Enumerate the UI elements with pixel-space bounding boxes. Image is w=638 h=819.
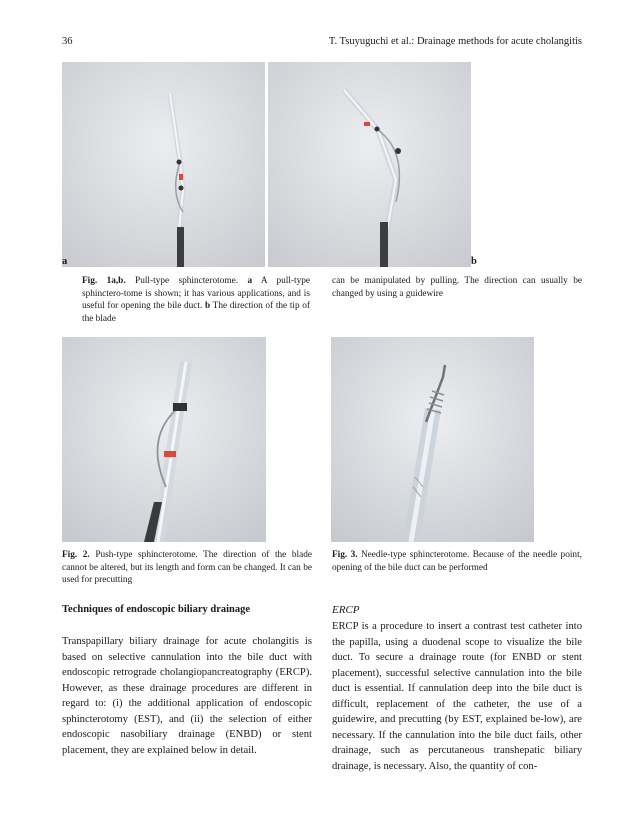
figure-1-label-a: a: [62, 256, 68, 267]
figure-1-number: Fig. 1a,b.: [82, 276, 126, 286]
figure-3-number: Fig. 3.: [332, 550, 358, 560]
left-column-paragraph: Transpapillary biliary drainage for acute cholangitis is based on selective cannulation into the bile duct with endoscopic retrograde cholangiopancreatography (ERCP). However, as these drainage procedures are different in regard to: (i) the additional application of endoscopic sphincterotomy (EST), and (ii) the selection of either endoscopic nasobiliary drainage (ENBD) or stent placement, they are explained below in detail.: [62, 636, 312, 756]
figure-2-photo: [62, 337, 266, 542]
figure-1-caption-a-text: A pull-type sphinctero-tome is shown; it has various applications, and is useful for opening the bile duct.: [82, 276, 311, 312]
page-number: 36: [62, 36, 73, 47]
figure-2-number: Fig. 2.: [62, 550, 90, 560]
figure-1-caption-right: can be manipulated by pulling. The direction can usually be changed by using a guidewire: [332, 276, 582, 299]
figure-1b-photo: [268, 62, 471, 267]
section-title: Techniques of endoscopic biliary drainage: [62, 604, 251, 615]
running-head: T. Tsuyuguchi et al.: Drainage methods for acute cholangitis: [328, 36, 582, 47]
subsection-title: ERCP: [332, 604, 360, 616]
figure-3-caption-text: Needle-type sphincterotome. Because of the needle point, opening of the bile duct can be performed: [332, 550, 582, 573]
right-column-paragraph: ERCP is a procedure to insert a contrast test catheter into the papilla, using a duodenal scope to visualize the bile duct. To secure a drainage route (for ENBD or stent placement), successful selective cannulation into the bile duct is essential. If cannulation deep into the bile duct is difficult, replacement of the catheter, the use of a guidewire, and precutting (by EST, explained be-low), are necessary. If the cannulation into the bile duct fails, other drainage, such as percutaneous transhepatic biliary drainage, is necessary. Also, the quantity of con-: [332, 621, 582, 772]
figure-1-caption-b-text: The direction of the tip of the blade: [82, 301, 311, 324]
figure-1a-photo: [62, 62, 265, 267]
figure-1-caption-a-label: a: [247, 276, 253, 286]
figure-1-label-b: b: [471, 256, 477, 267]
figure-2-caption: [62, 549, 312, 587]
figure-1-caption-left: [82, 275, 310, 325]
figure-3-caption: [332, 549, 582, 574]
figure-2-caption-text: Push-type sphincterotome. The direction of the blade cannot be altered, but its length and form can be changed. It can be used for precutting: [62, 550, 312, 586]
figure-1-caption-b-label: b: [205, 301, 211, 312]
figure-3-photo: [331, 337, 534, 542]
figure-1-caption-intro: Pull-type sphincterotome.: [135, 276, 239, 286]
